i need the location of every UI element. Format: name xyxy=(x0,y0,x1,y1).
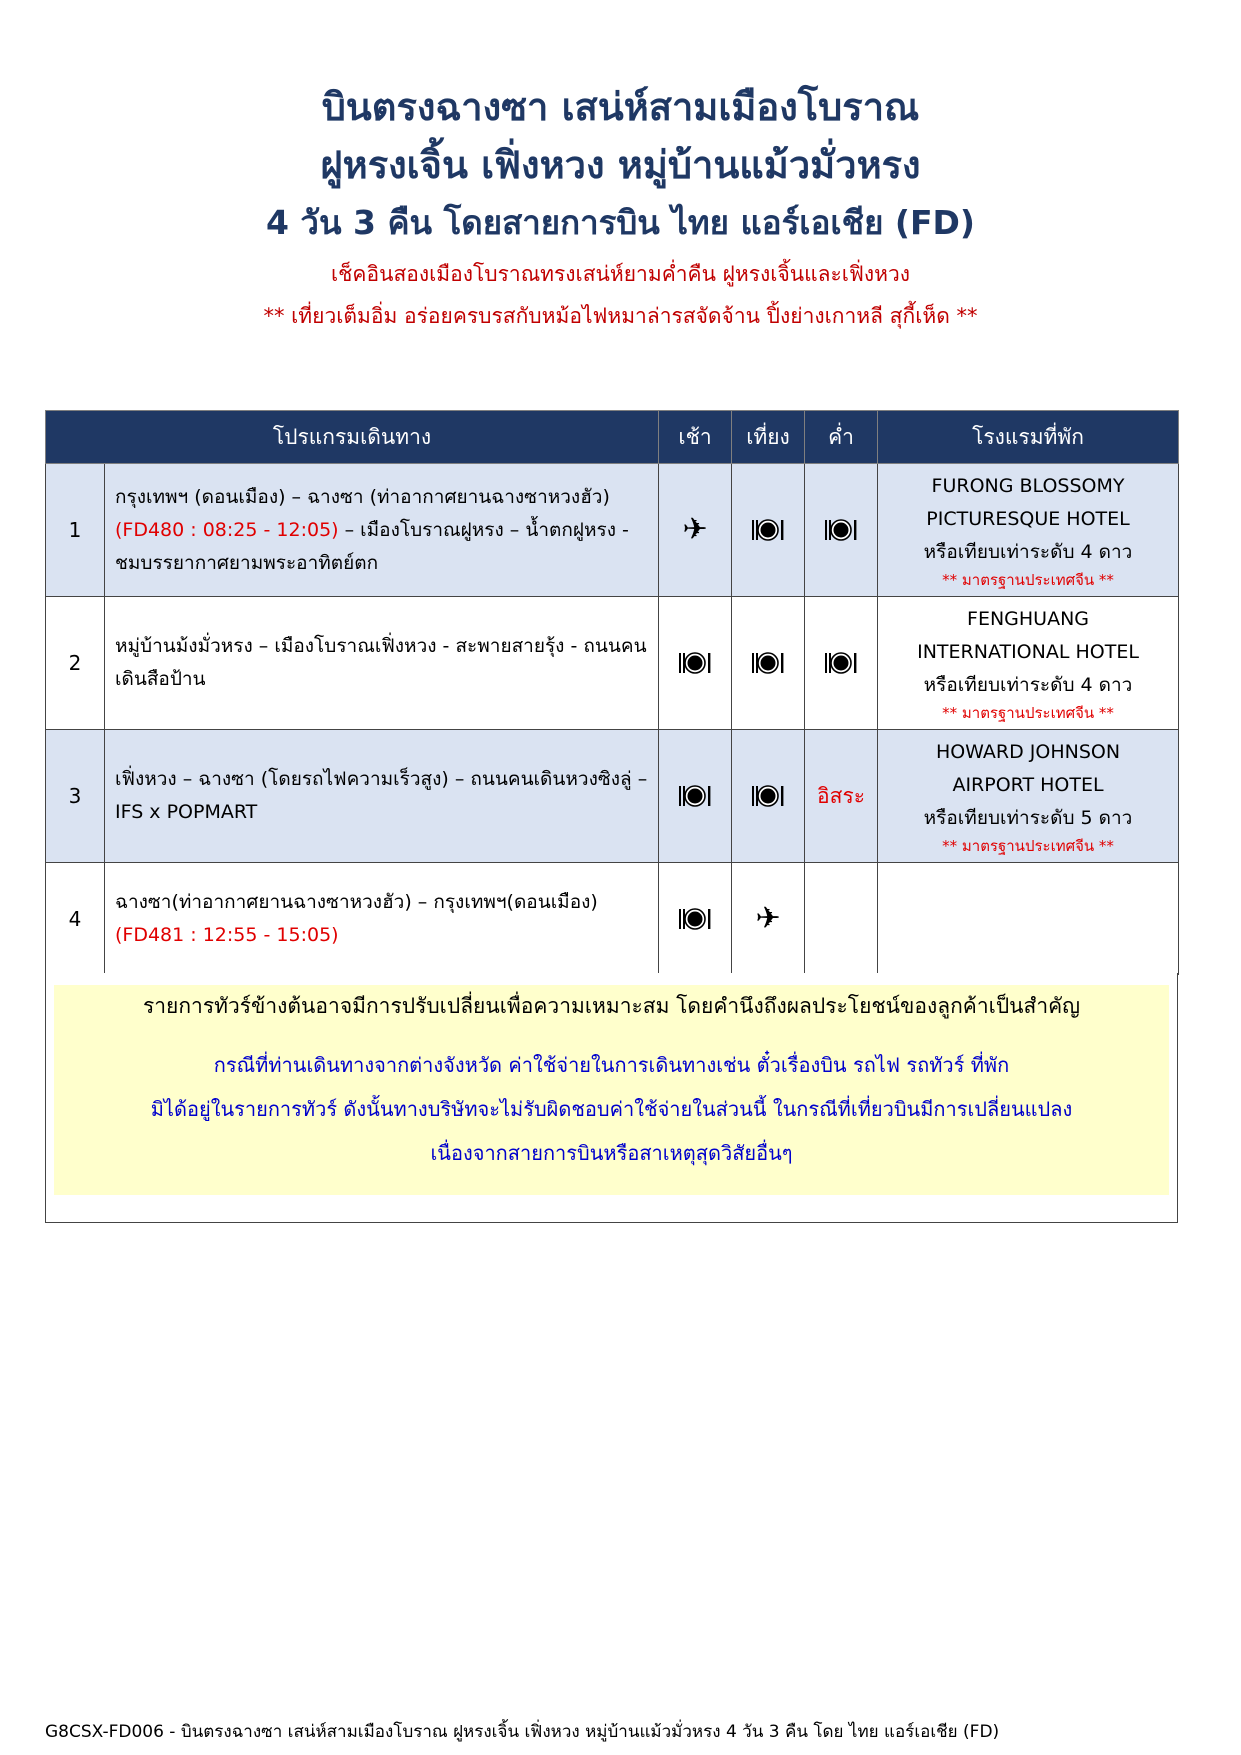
hotel-standard: ** มาตรฐานประเทศจีน ** xyxy=(942,703,1114,722)
breakfast-cell xyxy=(659,863,732,975)
hotel-name: AIRPORT HOTEL xyxy=(952,773,1104,796)
breakfast-cell xyxy=(659,597,732,730)
table-row xyxy=(46,464,1179,597)
hotel-cell xyxy=(878,863,1179,975)
plate-cutlery-icon xyxy=(823,650,859,676)
plate-cutlery-icon xyxy=(677,906,713,932)
flight-info: (FD480 : 08:25 - 12:05) xyxy=(115,518,339,541)
day-number: 4 xyxy=(46,863,105,975)
table-row xyxy=(46,730,1179,863)
hotel-standard: ** มาตรฐานประเทศจีน ** xyxy=(942,570,1114,589)
plate-cutlery-icon xyxy=(750,783,786,809)
dinner-cell xyxy=(805,863,878,975)
day-program xyxy=(105,730,659,863)
lunch-cell xyxy=(732,464,805,597)
program-text: เฟิ่งหวง – ฉางซา (โดยรถไฟความเร็วสูง) – ถนนคนเดินหวงซิงลู่ – IFS x POPMART xyxy=(115,768,648,823)
dinner-cell xyxy=(805,730,878,863)
hotel-grade: หรือเทียบเท่าระดับ 4 ดาว xyxy=(923,540,1133,563)
title-line-2: ฝูหรงเจิ้น เฟิ่งหวง หมู่บ้านแม้วมั่วหรง xyxy=(320,143,921,187)
breakfast-cell xyxy=(659,730,732,863)
dinner-cell xyxy=(805,464,878,597)
notes-highlight xyxy=(54,985,1169,1195)
hotel-name: FURONG BLOSSOMY xyxy=(931,474,1125,497)
header-hotel: โรงแรมที่พัก xyxy=(878,411,1179,464)
hotel-cell xyxy=(878,464,1179,597)
hotel-grade: หรือเทียบเท่าระดับ 4 ดาว xyxy=(923,673,1133,696)
program-text: หมู่บ้านม้งมั่วหรง – เมืองโบราณเฟิ่งหวง - สะพายสายรุ้ง - ถนนคนเดินสือป้าน xyxy=(115,635,647,690)
airplane-icon: ✈ xyxy=(755,900,781,936)
header-lunch: เที่ยง xyxy=(732,411,805,464)
breakfast-cell xyxy=(659,464,732,597)
lunch-cell xyxy=(732,597,805,730)
lunch-cell xyxy=(732,730,805,863)
title-line-3: 4 วัน 3 คืน โดยสายการบิน ไทย แอร์เอเชีย (FD) xyxy=(265,203,976,242)
hotel-standard: ** มาตรฐานประเทศจีน ** xyxy=(942,836,1114,855)
page-footer: G8CSX-FD006 - บินตรงฉางซา เสน่ห์สามเมืองโบราณ ฝูหรงเจิ้น เฟิ่งหวง หมู่บ้านแม้วมั่วหรง 4 วัน 3 คืน โดย ไทย แอร์เอเชีย (FD) xyxy=(45,1722,1000,1742)
hotel-name: HOWARD JOHNSON xyxy=(935,740,1121,763)
program-text: กรุงเทพฯ (ดอนเมือง) – ฉางซา (ท่าอากาศยานฉางซาหวงฮัว) xyxy=(115,485,610,508)
day-program xyxy=(105,597,659,730)
day-program xyxy=(105,863,659,975)
flight-info: (FD481 : 12:55 - 15:05) xyxy=(115,923,339,946)
itinerary-table xyxy=(45,410,1178,975)
hotel-name: FENGHUANG xyxy=(967,607,1090,630)
note-line: รายการทัวร์ข้างต้นอาจมีการปรับเปลี่ยนเพื่อความเหมาะสม โดยคำนึงถึงผลประโยชน์ของลูกค้าเป็นสำคัญ xyxy=(142,994,1081,1018)
hotel-cell xyxy=(878,730,1179,863)
note-line: กรณีที่ท่านเดินทางจากต่างจังหวัด ค่าใช้จ่ายในการเดินทางเช่น ตั๋วเรื่องบิน รถไฟ รถทัวร์ ที่พัก xyxy=(213,1053,1010,1077)
day-number: 2 xyxy=(46,597,105,730)
day-number: 3 xyxy=(46,730,105,863)
plate-cutlery-icon xyxy=(823,517,859,543)
plate-cutlery-icon xyxy=(677,650,713,676)
table-row xyxy=(46,597,1179,730)
day-number: 1 xyxy=(46,464,105,597)
table-header-row xyxy=(46,411,1179,464)
notes-box xyxy=(45,973,1178,1223)
hotel-name: PICTURESQUE HOTEL xyxy=(926,507,1130,530)
note-line: มิได้อยู่ในรายการทัวร์ ดังนั้นทางบริษัทจะไม่รับผิดชอบค่าใช้จ่ายในส่วนนี้ ในกรณีที่เที่ยวบินมีการเปลี่ยนแปลง xyxy=(150,1097,1073,1121)
airplane-icon: ✈ xyxy=(682,512,708,547)
plate-cutlery-icon xyxy=(750,517,786,543)
lunch-cell xyxy=(732,863,805,975)
hotel-grade: หรือเทียบเท่าระดับ 5 ดาว xyxy=(923,806,1133,829)
subtitle-1: เช็คอินสองเมืองโบราณทรงเสน่ห์ยามค่ำคืน ฝูหรงเจิ้นและเฟิ่งหวง xyxy=(331,262,910,286)
header-breakfast: เช้า xyxy=(659,411,732,464)
title-line-1: บินตรงฉางซา เสน่ห์สามเมืองโบราณ xyxy=(321,85,920,129)
plate-cutlery-icon xyxy=(677,783,713,809)
table-row xyxy=(46,863,1179,975)
header-dinner: ค่ำ xyxy=(805,411,878,464)
header-program: โปรแกรมเดินทาง xyxy=(46,411,659,464)
day-program xyxy=(105,464,659,597)
program-text: – เมืองโบราณฝูหรง – น้ำตกฝูหรง - ชมบรรยากาศยามพระอาทิตย์ตก xyxy=(115,518,629,574)
subtitle-2: ** เที่ยวเต็มอิ่ม อร่อยครบรสกับหม้อไฟหมาล่ารสจัดจ้าน ปิ้งย่างเกาหลี สุกี้เห็ด ** xyxy=(263,304,978,328)
hotel-cell xyxy=(878,597,1179,730)
program-text: ฉางซา(ท่าอากาศยานฉางซาหวงฮัว) – กรุงเทพฯ(ดอนเมือง) xyxy=(115,890,598,913)
dinner-cell xyxy=(805,597,878,730)
hotel-name: INTERNATIONAL HOTEL xyxy=(917,640,1139,663)
plate-cutlery-icon xyxy=(750,650,786,676)
dinner-free-text: อิสระ xyxy=(817,783,866,808)
document-header xyxy=(0,78,1241,338)
note-line: เนื่องจากสายการบินหรือสาเหตุสุดวิสัยอื่นๆ xyxy=(430,1141,793,1165)
